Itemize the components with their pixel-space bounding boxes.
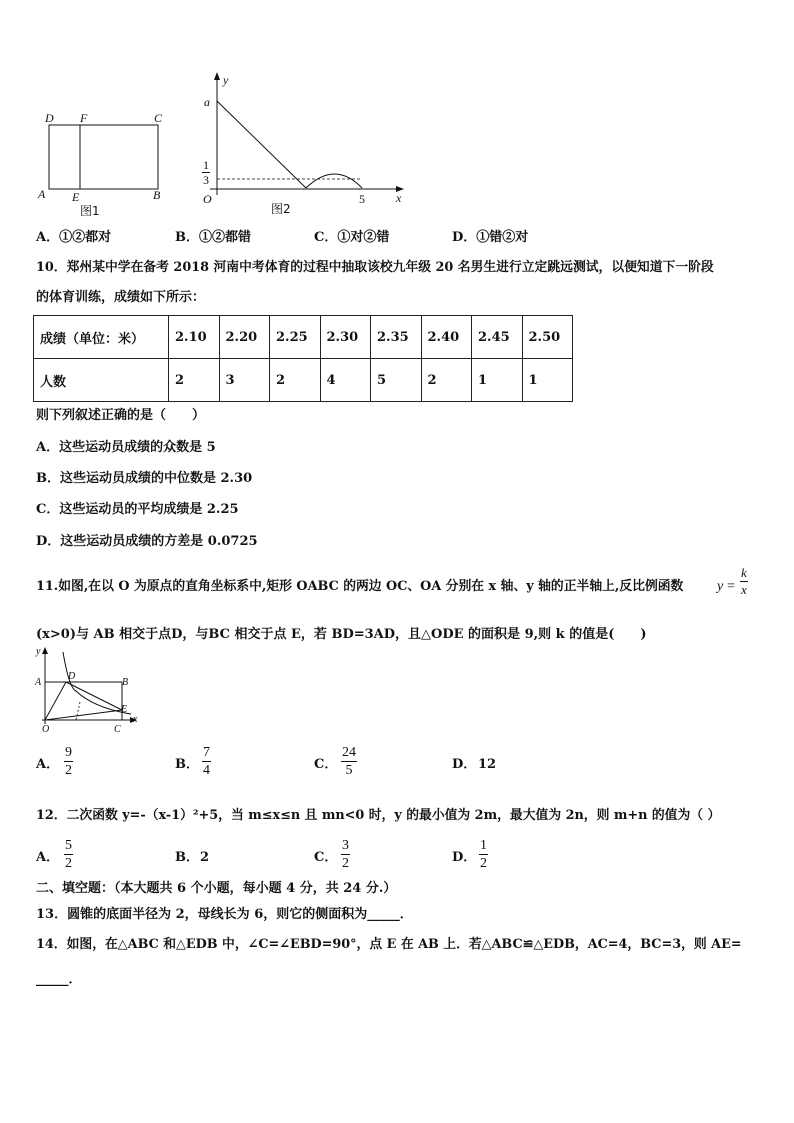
- table-cell: 2: [270, 359, 321, 402]
- q10-stem-line2: 的体育训练，成绩如下所示：: [36, 290, 206, 305]
- q11-figure: [36, 644, 146, 736]
- q10-stem-line1: 10．郑州某中学在备考 2018 河南中考体育的过程中抽取该校九年级 20 名男生进行立定跳远测试，以便知道下一阶段: [36, 260, 714, 275]
- q11-fig-e: E: [121, 704, 128, 715]
- fig1-vertex-b: B: [153, 188, 161, 202]
- q13-stem: 13．圆锥的底面半径为 2，母线长为 6，则它的侧面积为_____．: [36, 907, 413, 922]
- q12-option-d-letter: D．: [452, 850, 477, 865]
- q14-stem-line1: 14．如图，在△ABC 和△EDB 中，∠C=∠EBD=90°，点 E 在 AB 上．若△ABC≌△EDB，AC=4，BC=3，则 AE=: [36, 937, 742, 952]
- section-2-heading: 二、填空题：（本大题共 6 个小题，每小题 4 分，共 24 分.）: [36, 881, 397, 896]
- q12-option-d-fraction: 1 2: [480, 838, 487, 871]
- q12-option-c-fraction: 3 2: [342, 838, 349, 871]
- table-header-count: 人数: [34, 359, 169, 402]
- q12-option-a-letter: A．: [36, 850, 60, 865]
- q11-option-c-letter: C．: [314, 757, 338, 772]
- fig2-five-label: 5: [359, 192, 365, 206]
- q12-option-a-fraction: 5 2: [65, 838, 72, 871]
- fig2-one-third: 1 3: [203, 158, 209, 187]
- fig2-x-label: x: [396, 191, 402, 205]
- fig1-vertex-f: F: [80, 111, 88, 125]
- table-cell: 4: [320, 359, 371, 402]
- q12-option-b-value: 2: [200, 850, 210, 865]
- table-cell: 2.40: [421, 316, 472, 359]
- q11-fig-c: C: [114, 724, 121, 735]
- q10-score-table: [33, 315, 573, 402]
- q11-stem-line1: 11.如图,在以 O 为原点的直角坐标系中,矩形 OABC 的两边 OC、OA 分别在 x 轴、y 轴的正半轴上,反比例函数: [36, 579, 684, 594]
- q12-stem: 12．二次函数 y=-（x-1）²+5，当 m≤x≤n 且 mn<0 时，y 的最小值为 2m，最大值为 2n，则 m+n 的值为（ ）: [36, 808, 721, 823]
- q11-fig-d: D: [68, 671, 76, 682]
- q11-fig-a: A: [35, 677, 42, 688]
- q9-option-b: B．①②都错: [175, 230, 251, 245]
- q11-option-b-letter: B．: [175, 757, 199, 772]
- fig2-a-label: a: [204, 95, 210, 109]
- q11-graph: [36, 644, 146, 736]
- q11-fig-b: B: [122, 677, 129, 688]
- figure-1-caption: 图1: [80, 204, 100, 218]
- table-row: [34, 359, 573, 402]
- q10-option-a: A．这些运动员成绩的众数是 5: [36, 440, 216, 455]
- q11-fig-o: O: [42, 724, 50, 735]
- figure-2-graph: [196, 70, 411, 210]
- figure-1-rectangle: [34, 106, 174, 204]
- q9-option-a: A．①②都对: [36, 230, 112, 245]
- q10-option-c: C．这些运动员的平均成绩是 2.25: [36, 502, 239, 517]
- q10-question: 则下列叙述正确的是（ ）: [36, 408, 206, 423]
- q14-stem-line2: _____．: [36, 972, 82, 987]
- fig1-vertex-d: D: [45, 111, 54, 125]
- table-cell: 2.20: [219, 316, 270, 359]
- fig2-origin-label: O: [203, 192, 212, 206]
- table-row: [34, 316, 573, 359]
- fig1-vertex-e: E: [72, 190, 80, 204]
- q11-fig-y: y: [36, 646, 41, 657]
- q11-func-y: y: [717, 579, 724, 594]
- q9-option-c: C．①对②错: [314, 230, 390, 245]
- q11-option-d-value: 12: [478, 757, 497, 772]
- table-cell: 2.10: [169, 316, 220, 359]
- figure-2: [196, 70, 411, 220]
- q9-option-d: D．①错②对: [452, 230, 529, 245]
- q11-option-c-fraction: 24 5: [342, 745, 356, 778]
- fig2-y-label: y: [223, 73, 229, 87]
- table-cell: 1: [472, 359, 523, 402]
- q11-stem-line2: (x>0)与 AB 相交于点D，与BC 相交于点 E，若 BD=3AD，且△ODE 的面积是 9,则 k 的值是( ): [36, 627, 647, 642]
- figure-1: [34, 106, 174, 221]
- table-cell: 2.50: [522, 316, 573, 359]
- table-cell: 2.25: [270, 316, 321, 359]
- table-cell: 2: [421, 359, 472, 402]
- q11-option-b-fraction: 7 4: [203, 745, 210, 778]
- fig1-vertex-c: C: [154, 111, 163, 125]
- q11-option-a-fraction: 9 2: [65, 745, 72, 778]
- q11-fig-x: x: [133, 714, 138, 725]
- q12-option-b-letter: B．: [175, 850, 199, 865]
- q11-option-d-letter: D．: [452, 757, 477, 772]
- table-cell: 2: [169, 359, 220, 402]
- fig1-vertex-a: A: [38, 187, 46, 201]
- q11-func-fraction: k x: [741, 565, 747, 597]
- q11-func-eq: =: [727, 579, 735, 594]
- table-cell: 3: [219, 359, 270, 402]
- table-cell: 2.45: [472, 316, 523, 359]
- table-header-score: 成绩（单位：米）: [34, 316, 169, 359]
- q10-option-d: D．这些运动员成绩的方差是 0.0725: [36, 534, 258, 549]
- figure-2-caption: 图2: [271, 202, 291, 216]
- q11-option-a-letter: A．: [36, 757, 60, 772]
- table-cell: 2.30: [320, 316, 371, 359]
- q10-option-b: B．这些运动员成绩的中位数是 2.30: [36, 471, 253, 486]
- table-cell: 5: [371, 359, 422, 402]
- table-cell: 1: [522, 359, 573, 402]
- q12-option-c-letter: C．: [314, 850, 338, 865]
- table-cell: 2.35: [371, 316, 422, 359]
